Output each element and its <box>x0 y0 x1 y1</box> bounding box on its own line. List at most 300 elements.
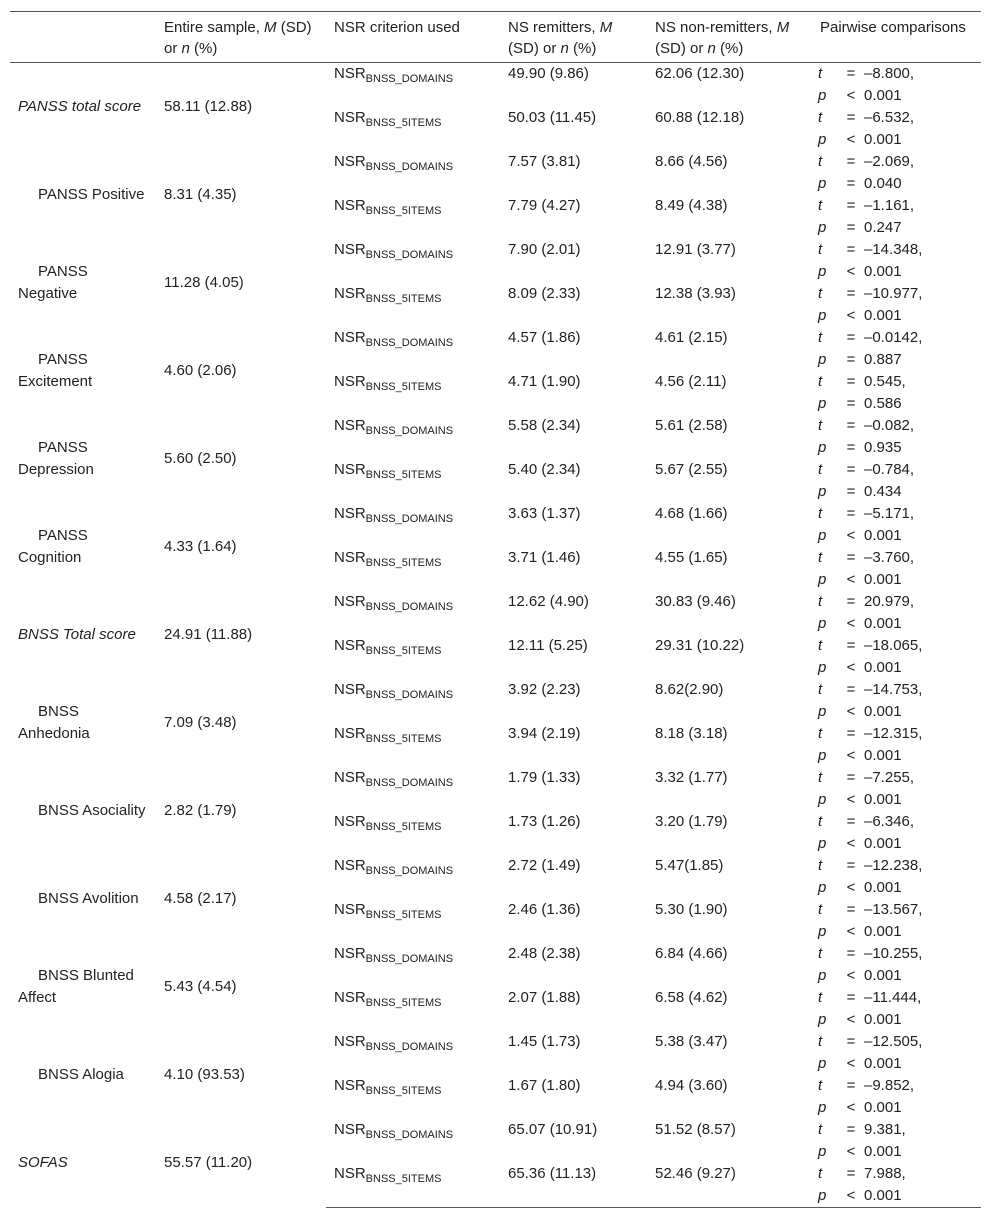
header-text: (%) <box>568 40 597 57</box>
nonremitters-cell: 8.18 (3.18) <box>655 725 728 742</box>
p-symbol: p <box>818 483 827 500</box>
criterion-subscript: BNSS_5ITEMS <box>365 1173 442 1185</box>
p-operator: < <box>846 615 856 632</box>
criterion-base: NSR <box>334 373 366 390</box>
variable-cell <box>10 1031 156 1119</box>
p-value <box>818 1053 973 1075</box>
p-number: 0.001 <box>864 791 902 808</box>
p-value <box>818 261 973 283</box>
nonremitters-cell: 6.58 (4.62) <box>655 989 728 1006</box>
t-statistic <box>818 1031 973 1053</box>
header-criterion: NSR criterion used <box>326 12 500 63</box>
p-operator: = <box>846 351 856 368</box>
criterion-subscript: BNSS_DOMAINS <box>365 1041 454 1053</box>
p-value <box>818 1185 973 1207</box>
p-operator: = <box>846 395 856 412</box>
entire-sample-cell: 24.91 (11.88) <box>164 626 253 643</box>
stat-symbol: t <box>818 681 823 698</box>
pairwise-cell <box>812 943 981 987</box>
variable-cell <box>10 415 156 503</box>
nonremitters-cell: 3.32 (1.77) <box>655 769 728 786</box>
criterion-base: NSR <box>334 461 366 478</box>
p-symbol: p <box>818 923 827 940</box>
header-entire-sample <box>156 12 326 63</box>
p-operator: < <box>846 1187 856 1204</box>
p-number: 0.001 <box>864 1055 902 1072</box>
nonremitters-cell: 4.56 (2.11) <box>655 373 727 390</box>
criterion-subscript: BNSS_DOMAINS <box>365 425 454 437</box>
criterion-base: NSR <box>334 1165 366 1182</box>
stat-operator: = <box>846 593 856 610</box>
table-row <box>10 855 981 899</box>
stat-symbol: t <box>818 945 823 962</box>
criterion-cell <box>326 635 500 679</box>
stat-value: –14.348, <box>864 241 923 258</box>
remitters-cell: 50.03 (11.45) <box>508 109 597 126</box>
nonremitters-cell: 4.94 (3.60) <box>655 1077 728 1094</box>
criterion-subscript: BNSS_DOMAINS <box>365 161 454 173</box>
remitters-cell: 49.90 (9.86) <box>508 65 589 82</box>
variable-name: BNSS Asociality <box>38 802 146 819</box>
p-operator: < <box>846 967 856 984</box>
p-value <box>818 129 973 151</box>
criterion-subscript: BNSS_5ITEMS <box>365 645 442 657</box>
p-symbol: p <box>818 791 827 808</box>
p-symbol: p <box>818 703 827 720</box>
p-number: 0.001 <box>864 835 902 852</box>
criterion-subscript: BNSS_DOMAINS <box>365 73 454 85</box>
variable-cell <box>10 151 156 239</box>
p-symbol: p <box>818 87 827 104</box>
p-symbol: p <box>818 1011 827 1028</box>
criterion-cell <box>326 855 500 899</box>
stat-operator: = <box>846 1077 856 1094</box>
stat-operator: = <box>846 681 856 698</box>
remitters-cell: 65.36 (11.13) <box>500 1163 647 1208</box>
p-symbol: p <box>818 1143 827 1160</box>
nonremitters-cell: 8.62(2.90) <box>655 681 724 698</box>
entire-sample-cell: 7.09 (3.48) <box>164 714 237 731</box>
p-value <box>818 217 973 239</box>
p-number: 0.040 <box>864 175 902 192</box>
stat-operator: = <box>846 857 856 874</box>
header-text: NS remitters, <box>508 19 600 36</box>
variable-cell <box>10 63 156 152</box>
criterion-cell <box>326 1119 500 1163</box>
p-value <box>818 789 973 811</box>
pairwise-cell <box>812 811 981 855</box>
p-value <box>818 305 973 327</box>
entire-sample-cell: 11.28 (4.05) <box>164 274 244 291</box>
nonremitters-cell: 8.66 (4.56) <box>655 153 728 170</box>
p-symbol: p <box>818 1055 827 1072</box>
header-text: n <box>560 40 569 57</box>
stat-symbol: t <box>818 901 823 918</box>
stat-operator: = <box>846 285 856 302</box>
t-statistic <box>818 151 973 173</box>
p-operator: = <box>846 439 856 456</box>
t-statistic <box>818 239 973 261</box>
p-number: 0.001 <box>864 263 902 280</box>
p-value <box>818 437 973 459</box>
criterion-base: NSR <box>334 769 366 786</box>
criterion-cell <box>326 415 500 459</box>
p-symbol: p <box>818 615 827 632</box>
pairwise-cell <box>812 1163 981 1208</box>
criterion-subscript: BNSS_5ITEMS <box>365 909 442 921</box>
variable-name: BNSS Blunted Affect <box>18 967 134 1006</box>
p-operator: < <box>846 527 856 544</box>
criterion-base: NSR <box>334 593 366 610</box>
stat-value: –6.532, <box>864 109 915 126</box>
entire-sample-cell: 8.31 (4.35) <box>164 186 237 203</box>
stat-symbol: t <box>818 109 823 126</box>
header-text: M <box>776 19 790 36</box>
criterion-subscript: BNSS_DOMAINS <box>365 777 454 789</box>
stat-operator: = <box>846 109 856 126</box>
p-number: 0.887 <box>864 351 902 368</box>
remitters-cell: 1.67 (1.80) <box>508 1077 581 1094</box>
criterion-base: NSR <box>334 417 366 434</box>
variable-cell <box>10 591 156 679</box>
p-operator: = <box>846 219 856 236</box>
stat-value: –6.346, <box>864 813 915 830</box>
stat-symbol: t <box>818 1165 823 1182</box>
criterion-cell <box>326 591 500 635</box>
t-statistic <box>818 547 973 569</box>
stat-symbol: t <box>818 1077 823 1094</box>
criterion-base: NSR <box>334 549 366 566</box>
variable-name: BNSS Total score <box>18 626 136 643</box>
p-symbol: p <box>818 395 827 412</box>
criterion-base: NSR <box>334 285 366 302</box>
stat-symbol: t <box>818 65 823 82</box>
t-statistic <box>818 283 973 305</box>
stat-symbol: t <box>818 725 823 742</box>
p-number: 0.001 <box>864 1143 902 1160</box>
stat-operator: = <box>846 725 856 742</box>
criterion-cell <box>326 679 500 723</box>
variable-name: BNSS Alogia <box>38 1066 124 1083</box>
remitters-cell: 8.09 (2.33) <box>508 285 581 302</box>
p-symbol: p <box>818 175 827 192</box>
criterion-base: NSR <box>334 153 366 170</box>
criterion-cell <box>326 371 500 415</box>
p-operator: < <box>846 703 856 720</box>
table-row <box>10 327 981 371</box>
p-number: 0.001 <box>864 131 902 148</box>
header-text: Entire sample, <box>164 19 265 36</box>
stat-operator: = <box>846 769 856 786</box>
entire-sample-cell: 4.58 (2.17) <box>164 890 237 907</box>
criterion-subscript: BNSS_DOMAINS <box>365 865 454 877</box>
p-symbol: p <box>818 351 827 368</box>
entire-sample-cell: 4.10 (93.53) <box>164 1066 245 1083</box>
p-value <box>818 657 973 679</box>
nonremitters-cell: 51.52 (8.57) <box>655 1121 736 1138</box>
p-number: 0.247 <box>864 219 902 236</box>
nonremitters-cell: 5.38 (3.47) <box>655 1033 728 1050</box>
criterion-base: NSR <box>334 1077 366 1094</box>
variable-name: BNSS Avolition <box>38 890 139 907</box>
criterion-base: NSR <box>334 1033 366 1050</box>
p-value <box>818 1097 973 1119</box>
p-operator: = <box>846 483 856 500</box>
nonremitters-cell: 12.91 (3.77) <box>655 241 736 258</box>
p-symbol: p <box>818 307 827 324</box>
p-symbol: p <box>818 967 827 984</box>
p-symbol: p <box>818 219 827 236</box>
p-value <box>818 393 973 415</box>
p-value <box>818 481 973 503</box>
entire-sample-cell: 4.33 (1.64) <box>164 538 237 555</box>
header-text: M <box>599 19 613 36</box>
header-text: NS non-remitters, <box>655 19 777 36</box>
t-statistic <box>818 899 973 921</box>
p-number: 0.001 <box>864 1099 902 1116</box>
pairwise-cell <box>812 591 981 635</box>
header-nonremitters <box>647 12 812 63</box>
criterion-subscript: BNSS_5ITEMS <box>365 117 442 129</box>
t-statistic <box>818 1119 973 1141</box>
remitters-cell: 65.07 (10.91) <box>508 1121 598 1138</box>
criterion-cell <box>326 723 500 767</box>
remitters-cell: 3.63 (1.37) <box>508 505 581 522</box>
stat-symbol: t <box>818 989 823 1006</box>
stat-symbol: t <box>818 769 823 786</box>
p-operator: < <box>846 571 856 588</box>
stat-value: –12.505, <box>864 1033 923 1050</box>
remitters-cell: 3.71 (1.46) <box>508 549 581 566</box>
table-row <box>10 1031 981 1075</box>
variable-name: PANSS total score <box>18 98 142 115</box>
criterion-subscript: BNSS_DOMAINS <box>365 953 454 965</box>
p-number: 0.001 <box>864 879 902 896</box>
nonremitters-cell: 4.68 (1.66) <box>655 505 728 522</box>
p-symbol: p <box>818 659 827 676</box>
p-operator: < <box>846 747 856 764</box>
p-number: 0.935 <box>864 439 902 456</box>
header-pairwise: Pairwise comparisons <box>812 12 981 63</box>
p-operator: < <box>846 1011 856 1028</box>
nonremitters-cell: 5.30 (1.90) <box>655 901 728 918</box>
criterion-cell <box>326 1163 500 1208</box>
p-value <box>818 965 973 987</box>
criterion-subscript: BNSS_DOMAINS <box>365 689 454 701</box>
p-operator: < <box>846 791 856 808</box>
criterion-subscript: BNSS_5ITEMS <box>365 733 442 745</box>
remitters-cell: 7.57 (3.81) <box>508 153 581 170</box>
p-value <box>818 569 973 591</box>
header-text: n <box>181 40 190 57</box>
t-statistic <box>818 1163 973 1185</box>
p-symbol: p <box>818 1099 827 1116</box>
stat-symbol: t <box>818 373 823 390</box>
table-row <box>10 503 981 547</box>
stat-value: 7.988, <box>864 1165 906 1182</box>
pairwise-cell <box>812 987 981 1031</box>
criterion-base: NSR <box>334 725 366 742</box>
header-variable <box>10 12 156 63</box>
stat-value: –0.082, <box>864 417 915 434</box>
remitters-cell: 12.11 (5.25) <box>508 637 588 654</box>
criterion-base: NSR <box>334 109 366 126</box>
remitters-cell: 3.92 (2.23) <box>508 681 581 698</box>
criterion-base: NSR <box>334 65 366 82</box>
entire-sample-cell: 4.60 (2.06) <box>164 362 237 379</box>
p-symbol: p <box>818 571 827 588</box>
variable-name: PANSS Excitement <box>18 351 93 390</box>
pairwise-cell <box>812 107 981 151</box>
table-row <box>10 679 981 723</box>
criterion-cell <box>326 459 500 503</box>
stat-symbol: t <box>818 637 823 654</box>
remitters-cell: 3.94 (2.19) <box>508 725 581 742</box>
criterion-subscript: BNSS_DOMAINS <box>365 249 454 261</box>
table-row <box>10 591 981 635</box>
stat-operator: = <box>846 989 856 1006</box>
criterion-cell <box>326 1031 500 1075</box>
pairwise-cell <box>812 415 981 459</box>
entire-sample-cell: 5.60 (2.50) <box>164 450 237 467</box>
stat-symbol: t <box>818 241 823 258</box>
stat-value: –0.0142, <box>864 329 923 346</box>
t-statistic <box>818 635 973 657</box>
criterion-cell <box>326 283 500 327</box>
table-row <box>10 239 981 283</box>
t-statistic <box>818 987 973 1009</box>
pairwise-cell <box>812 503 981 547</box>
stat-symbol: t <box>818 813 823 830</box>
stat-symbol: t <box>818 197 823 214</box>
t-statistic <box>818 107 973 129</box>
nonremitters-cell: 62.06 (12.30) <box>655 65 745 82</box>
entire-sample-cell: 55.57 (11.20) <box>164 1154 253 1172</box>
stat-symbol: t <box>818 549 823 566</box>
remitters-cell: 5.40 (2.34) <box>508 461 581 478</box>
header-text: n <box>707 40 716 57</box>
stat-value: –1.161, <box>864 197 915 214</box>
stat-operator: = <box>846 417 856 434</box>
pairwise-cell <box>812 283 981 327</box>
remitters-cell: 1.79 (1.33) <box>508 769 581 786</box>
t-statistic <box>818 459 973 481</box>
t-statistic <box>818 503 973 525</box>
p-operator: < <box>846 1143 856 1160</box>
entire-sample-cell: 58.11 (12.88) <box>164 98 253 115</box>
variable-name: SOFAS <box>18 1154 68 1172</box>
criterion-subscript: BNSS_DOMAINS <box>365 1129 454 1141</box>
nonremitters-cell: 3.20 (1.79) <box>655 813 728 830</box>
stat-operator: = <box>846 153 856 170</box>
remitters-cell: 4.71 (1.90) <box>508 373 581 390</box>
pairwise-cell <box>812 151 981 195</box>
pairwise-cell <box>812 239 981 283</box>
stat-symbol: t <box>818 857 823 874</box>
criterion-cell <box>326 943 500 987</box>
criterion-base: NSR <box>334 857 366 874</box>
p-symbol: p <box>818 835 827 852</box>
criterion-cell <box>326 151 500 195</box>
variable-cell <box>10 767 156 855</box>
pairwise-cell <box>812 195 981 239</box>
criterion-cell <box>326 63 500 108</box>
p-operator: < <box>846 87 856 104</box>
stat-value: –10.977, <box>864 285 923 302</box>
criterion-subscript: BNSS_5ITEMS <box>365 557 442 569</box>
p-number: 0.434 <box>864 483 902 500</box>
stat-symbol: t <box>818 1033 823 1050</box>
criterion-base: NSR <box>334 989 366 1006</box>
criterion-base: NSR <box>334 197 366 214</box>
stat-operator: = <box>846 813 856 830</box>
header-text: (SD) or <box>164 19 312 57</box>
nonremitters-cell: 4.55 (1.65) <box>655 549 728 566</box>
stat-operator: = <box>846 637 856 654</box>
p-operator: < <box>846 879 856 896</box>
remitters-cell: 2.48 (2.38) <box>508 945 581 962</box>
p-number: 0.001 <box>864 659 902 676</box>
stat-symbol: t <box>818 593 823 610</box>
pairwise-cell <box>812 1119 981 1163</box>
remitters-cell: 2.46 (1.36) <box>508 901 581 918</box>
criterion-cell <box>326 767 500 811</box>
variable-cell <box>10 943 156 1031</box>
criterion-cell <box>326 503 500 547</box>
t-statistic <box>818 371 973 393</box>
header-text: (%) <box>715 40 744 57</box>
stat-operator: = <box>846 241 856 258</box>
criterion-base: NSR <box>334 241 366 258</box>
p-number: 0.001 <box>864 527 902 544</box>
remitters-cell: 2.72 (1.49) <box>508 857 581 874</box>
header-remitters <box>500 12 647 63</box>
stat-value: –7.255, <box>864 769 915 786</box>
criterion-base: NSR <box>334 1121 366 1138</box>
p-value <box>818 833 973 855</box>
t-statistic <box>818 811 973 833</box>
t-statistic <box>818 1075 973 1097</box>
t-statistic <box>818 943 973 965</box>
p-operator: = <box>846 175 856 192</box>
table-row <box>10 415 981 459</box>
p-value <box>818 613 973 635</box>
variable-name: BNSS Anhedonia <box>18 703 90 742</box>
table-row <box>10 1119 981 1163</box>
header-row <box>10 12 981 63</box>
entire-sample-cell: 5.43 (4.54) <box>164 978 237 995</box>
p-value <box>818 1009 973 1031</box>
stat-value: –18.065, <box>864 637 923 654</box>
t-statistic <box>818 679 973 701</box>
nonremitters-cell: 12.38 (3.93) <box>655 285 736 302</box>
variable-cell <box>10 1119 156 1208</box>
p-value <box>818 921 973 943</box>
stat-operator: = <box>846 1121 856 1138</box>
variable-name: PANSS Depression <box>18 439 94 478</box>
pairwise-cell <box>812 371 981 415</box>
stat-operator: = <box>846 373 856 390</box>
stat-value: –2.069, <box>864 153 915 170</box>
variable-cell <box>10 327 156 415</box>
p-symbol: p <box>818 1187 827 1204</box>
remitters-cell: 5.58 (2.34) <box>508 417 581 434</box>
p-value <box>818 85 973 107</box>
stat-operator: = <box>846 329 856 346</box>
stat-symbol: t <box>818 1121 823 1138</box>
criterion-subscript: BNSS_5ITEMS <box>365 997 442 1009</box>
stat-symbol: t <box>818 417 823 434</box>
